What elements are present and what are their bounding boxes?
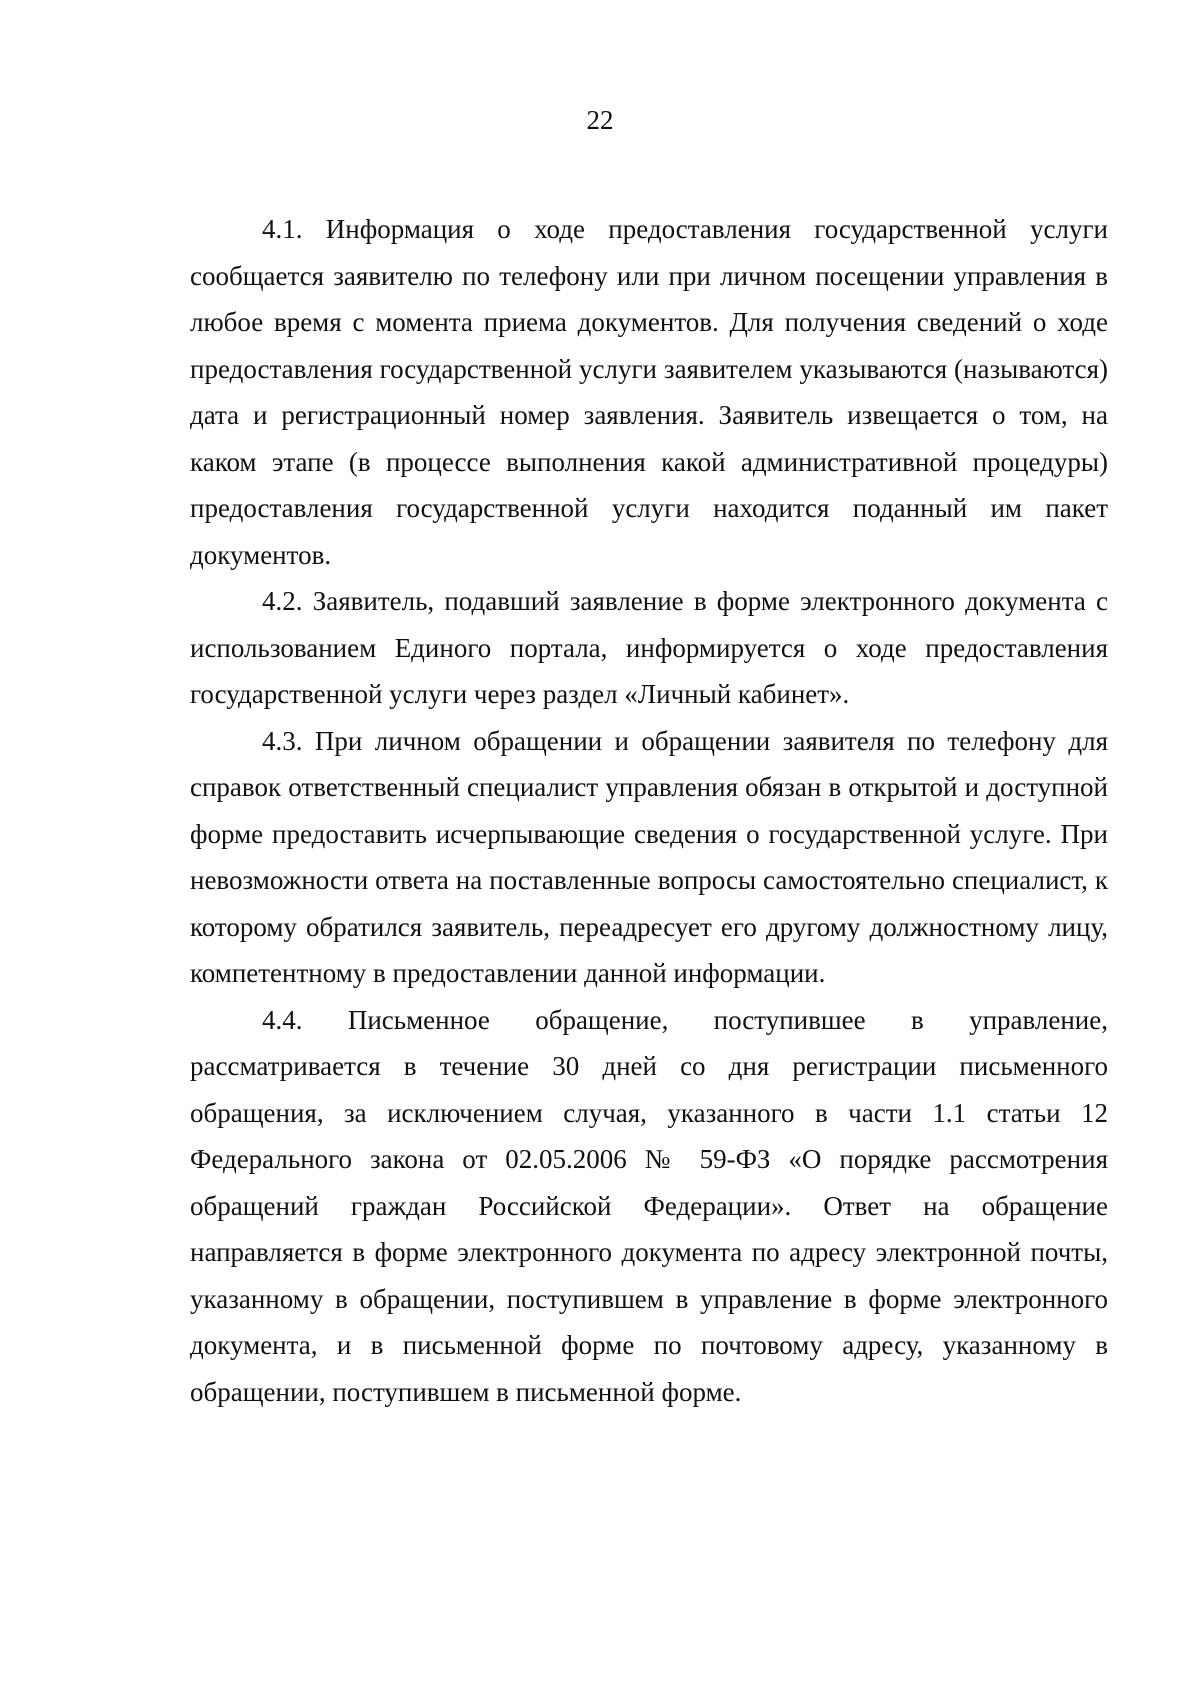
paragraph-4-1: 4.1. Информация о ходе предоставления государственной услуги сообщается заявителю по телефону или при личном посещении управления в любое время с момента приема документов. Для получения сведений о ходе предоставления государственной услуги заявителем указываются (называются) дата и регистрационный номер заявления. Заявитель извещается о том, на каком этапе (в процессе выполнения какой административной процедуры) предоставления государственной услуги находится поданный им пакет документов. [190,214,1108,570]
paragraph-4-4: 4.4. Письменное обращение, поступившее в управление, рассматривается в течение 30 дней со дня регистрации письменного обращения, за исключением случая, указанного в части 1.1 статьи 12 Федерального закона от 02.05.2006 № 59-ФЗ «О порядке рассмотрения обращений граждан Российской Федерации». Ответ на обращение направляется в форме электронного документа по адресу электронной почты, указанному в обращении, поступившем в управление в форме электронного документа, и в письменной форме по почтовому адресу, указанному в обращении, поступившем в письменной форме. [190,1004,1108,1407]
document-body [190,206,1108,1415]
paragraph-4-2: 4.2. Заявитель, подавший заявление в форме электронного документа с использованием Единого портала, информируется о ходе предоставления государственной услуги через раздел «Личный кабинет». [190,586,1108,709]
page-number: 22 [586,105,614,135]
paragraph-4-3: 4.3. При личном обращении и обращении заявителя по телефону для справок ответственный специалист управления обязан в открытой и доступной форме предоставить исчерпывающие сведения о государственной услуге. При невозможности ответа на поставленные вопросы самостоятельно специалист, к которому обратился заявитель, переадресует его другому должностному лицу, компетентному в предоставлении данной информации. [190,725,1108,988]
